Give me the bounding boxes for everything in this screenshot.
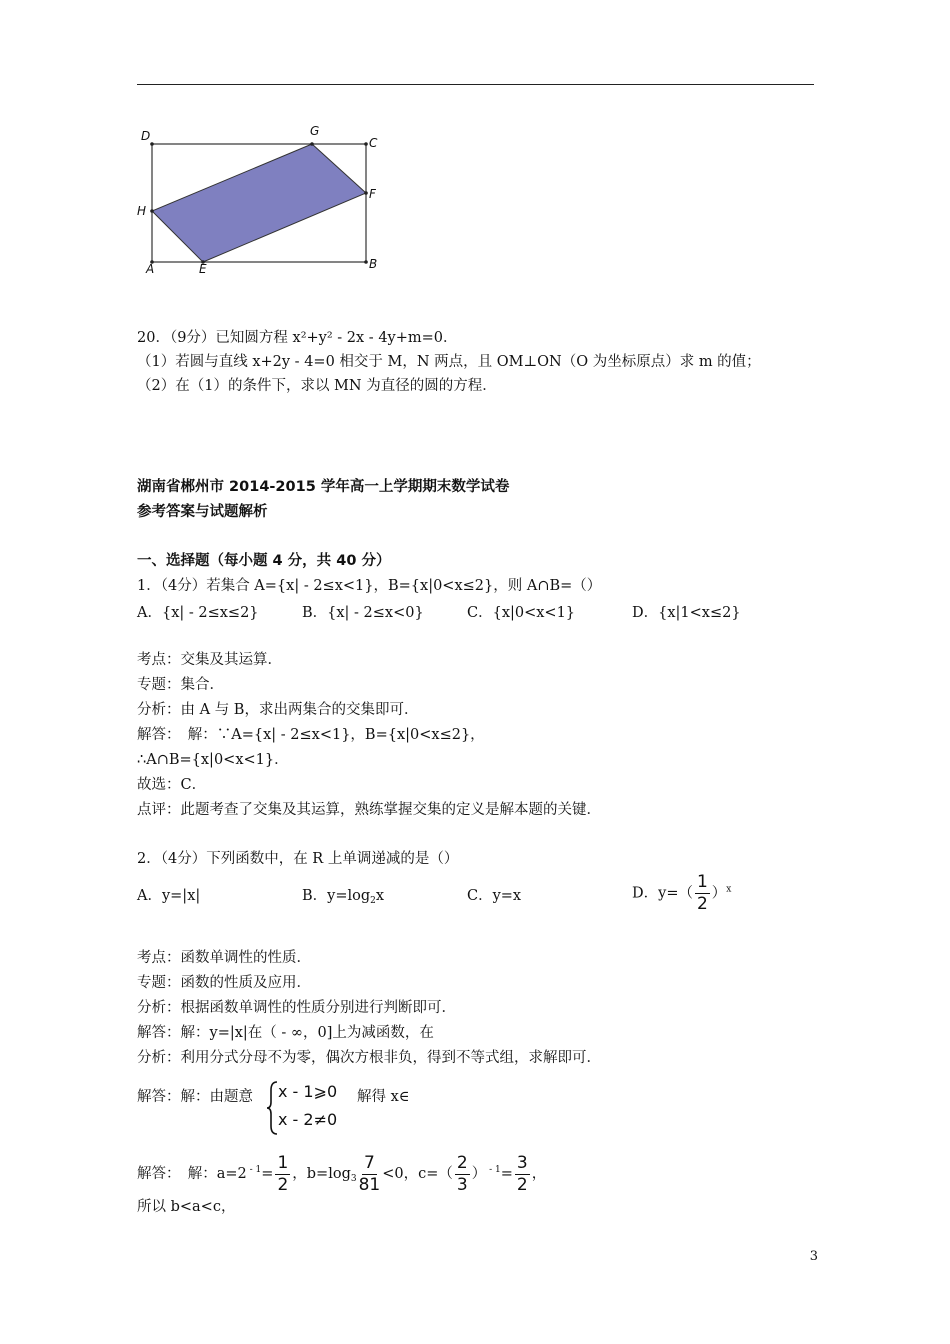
q20-line3: （2）在（1）的条件下，求以 MN 为直径的圆的方程． bbox=[137, 378, 497, 394]
q1-zhuanti: 专题：集合． bbox=[137, 677, 224, 693]
label-h: H bbox=[137, 204, 147, 218]
q2-option-a: A．y=|x| bbox=[137, 888, 201, 904]
label-d: D bbox=[141, 129, 151, 143]
q1-fenxi: 分析：由 A 与 B，求出两集合的交集即可． bbox=[137, 702, 419, 718]
page-number: 3 bbox=[809, 1249, 818, 1264]
q2-fenxi: 分析：根据函数单调性的性质分别进行判断即可． bbox=[137, 1000, 456, 1016]
label-e: E bbox=[199, 262, 207, 276]
system-row-1: x - 1⩾0 bbox=[278, 1082, 338, 1101]
q20-line1: 20．（9分）已知圆方程 x²+y² - 2x - 4y+m=0． bbox=[137, 330, 458, 346]
q2-fenxi2: 分析：利用分式分母不为零，偶次方根非负，得到不等式组，求解即可． bbox=[137, 1050, 601, 1066]
label-f: F bbox=[369, 187, 376, 201]
q1-stem: 1．（4分）若集合 A={x| - 2≤x<1}，B={x|0<x≤2}，则 A∩B=（） bbox=[137, 578, 602, 594]
label-g: G bbox=[310, 124, 320, 138]
label-b: B bbox=[369, 257, 378, 271]
label-c: C bbox=[369, 136, 378, 150]
q2-option-d: D．y=（ $\frac{1}{2}$ ）$^x$ bbox=[632, 872, 732, 914]
q1-jieda1: 解答： 解：∵A={x| - 2≤x<1}，B={x|0<x≤2}， bbox=[137, 727, 485, 743]
system-row-2: x - 2≠0 bbox=[278, 1110, 338, 1129]
section1-title: 一、选择题（每小题 4 分，共 40 分） bbox=[137, 553, 391, 569]
label-a: A bbox=[146, 262, 155, 276]
q2-jieda2-post: 解得 x∈ bbox=[357, 1089, 410, 1105]
answer-title: 湖南省郴州市 2014-2015 学年高一上学期期末数学试卷 bbox=[137, 479, 510, 495]
q2-zhuanti: 专题：函数的性质及应用． bbox=[137, 975, 311, 991]
q2-kaodian: 考点：函数单调性的性质． bbox=[137, 950, 311, 966]
geometry-diagram bbox=[133, 118, 393, 283]
answer-subtitle: 参考答案与试题解析 bbox=[137, 504, 268, 520]
parallelogram-efgh bbox=[152, 144, 366, 262]
q1-option-c: C．{x|0<x<1} bbox=[467, 605, 576, 621]
q1-jieda2: ∴A∩B={x|0<x<1}． bbox=[137, 752, 289, 768]
brace-icon bbox=[266, 1080, 278, 1136]
q1-option-b: B．{x| - 2≤x<0} bbox=[302, 605, 424, 621]
q1-kaodian: 考点：交集及其运算． bbox=[137, 652, 282, 668]
q2-option-b: B．$y=\log_2x$ bbox=[302, 888, 385, 906]
q2-stem: 2．（4分）下列函数中，在 R 上单调递减的是（） bbox=[137, 851, 459, 867]
header-rule bbox=[137, 84, 814, 85]
q2-option-c: C．y=x bbox=[467, 888, 522, 904]
q20-line2: （1）若圆与直线 x+2y - 4=0 相交于 M，N 两点，且 OM⊥ON（O 为坐标原点）求 m 的值； bbox=[137, 354, 761, 370]
q2-jieda2-pre: 解答：解：由题意 bbox=[137, 1089, 253, 1105]
q2-jieda3: 解答： 解：a=2 $^{- 1}$= $\frac{1}{2}$ ，$b=\log_3$ $\frac{7}{81}$ <0，c=（ $\frac{2}{3}$ ） $^{- 1}$= $\frac{3}{2}$ ， bbox=[137, 1152, 547, 1195]
q2-jieda: 解答：解：y=|x|在（ - ∞，0]上为减函数，在 bbox=[137, 1025, 434, 1041]
q1-option-a: A．{x| - 2≤x≤2} bbox=[137, 605, 259, 621]
q1-option-d: D．{x|1<x≤2} bbox=[632, 605, 741, 621]
q1-dianping: 点评：此题考查了交集及其运算，熟练掌握交集的定义是解本题的关键． bbox=[137, 802, 601, 818]
q1-guxuan: 故选：C． bbox=[137, 777, 207, 793]
rectangle-figure bbox=[133, 118, 393, 283]
q2-conclusion: 所以 b<a<c， bbox=[137, 1199, 236, 1215]
